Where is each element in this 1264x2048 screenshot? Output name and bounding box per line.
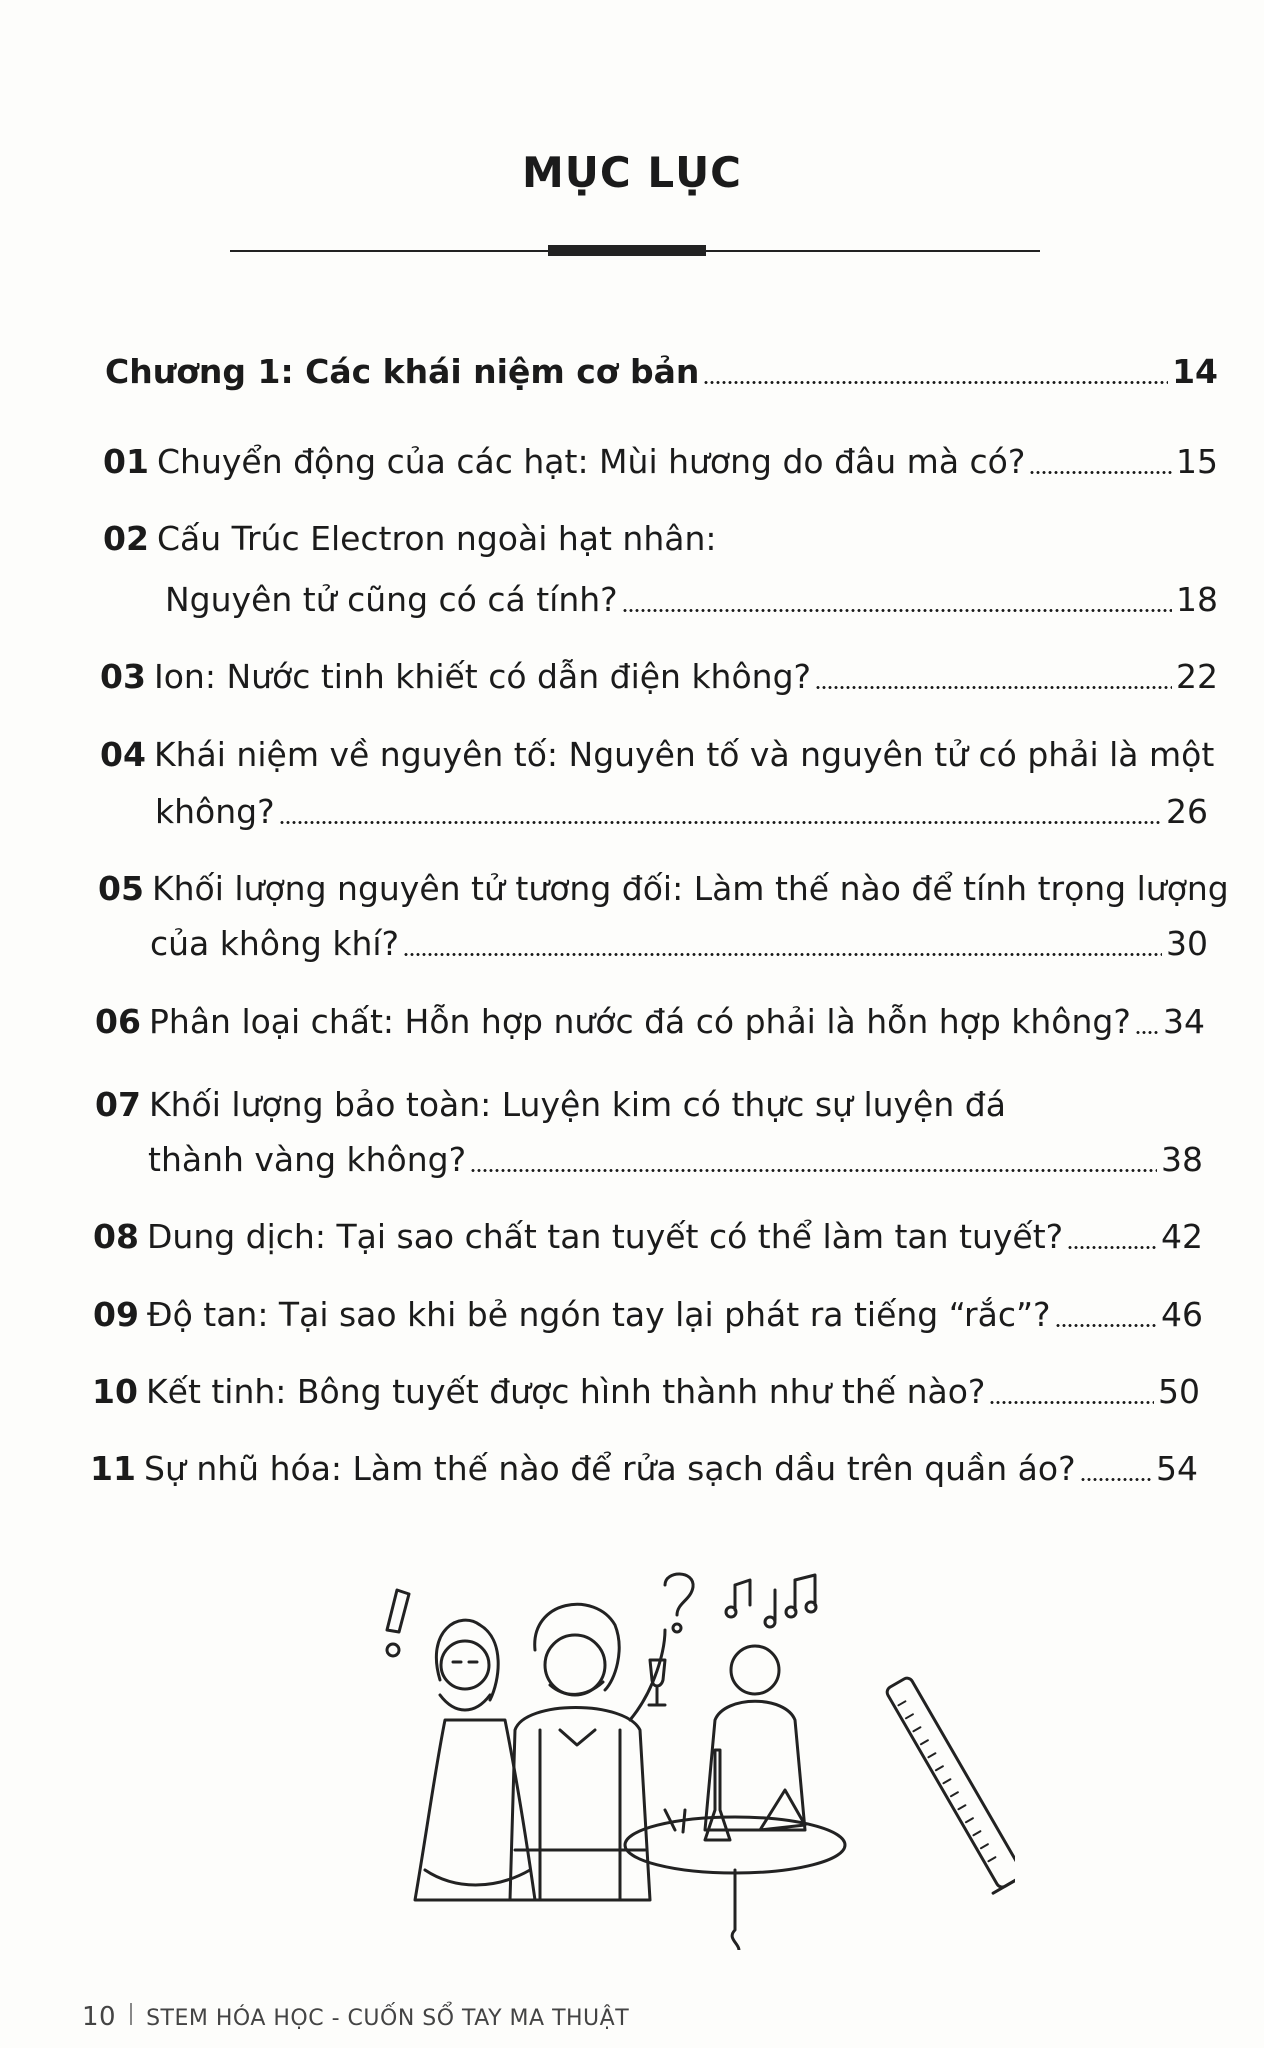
entry-number: 08 [93, 1217, 139, 1256]
cartoon-illustration [365, 1570, 1015, 1950]
toc-entry-02-cont [165, 578, 1218, 622]
table-with-bottle [625, 1750, 845, 1950]
entry-title-continued: thành vàng không? [148, 1140, 467, 1179]
entry-number: 06 [95, 1002, 141, 1041]
entry-number: 03 [100, 657, 146, 696]
entry-number: 07 [95, 1085, 141, 1124]
toc-entry-04 [100, 733, 1218, 777]
toc-entry-06 [95, 1000, 1205, 1044]
toc-chapter-row [105, 350, 1218, 394]
entry-title-continued: Nguyên tử cũng có cá tính? [165, 580, 618, 619]
entry-title: Độ tan: Tại sao khi bẻ ngón tay lại phát ra tiếng “rắc”? [147, 1295, 1051, 1334]
entry-page-number: 46 [1161, 1295, 1203, 1334]
leader-dots [1067, 1246, 1157, 1249]
entry-title: Phân loại chất: Hỗn hợp nước đá có phải là hỗn hợp không? [149, 1002, 1131, 1041]
graduated-cylinder-icon [878, 1672, 1015, 1893]
leader-dots [470, 1169, 1157, 1172]
entry-page-number: 15 [1176, 442, 1218, 481]
toc-entry-05 [98, 867, 1229, 911]
entry-title-continued: của không khí? [150, 924, 400, 963]
entry-page-number: 54 [1156, 1449, 1198, 1488]
entry-title: Ion: Nước tinh khiết có dẫn điện không? [154, 657, 812, 696]
entry-number: 09 [93, 1295, 139, 1334]
exclamation-icon [387, 1590, 409, 1632]
entry-title: Khối lượng nguyên tử tương đối: Làm thế nào để tính trọng lượng [152, 869, 1229, 908]
entry-page-number: 42 [1161, 1217, 1203, 1256]
leader-dots [989, 1401, 1154, 1404]
toc-entry-03 [100, 655, 1218, 699]
toc-entry-10 [92, 1370, 1200, 1414]
entry-title: Sự nhũ hóa: Làm thế nào để rửa sạch dầu trên quần áo? [144, 1449, 1076, 1488]
entry-page-number: 22 [1176, 657, 1218, 696]
music-notes-icon [726, 1575, 816, 1627]
toc-entry-05-cont [150, 922, 1208, 966]
entry-number: 10 [92, 1372, 138, 1411]
leader-dots [1080, 1478, 1152, 1481]
toc-entry-09 [93, 1293, 1203, 1337]
toc-entry-07-cont [148, 1138, 1203, 1182]
entry-number: 04 [100, 735, 146, 774]
toc-entry-02 [103, 517, 1218, 561]
leader-dots [403, 953, 1162, 956]
page-footer [82, 2002, 629, 2032]
entry-title: Khái niệm về nguyên tố: Nguyên tố và nguyên tử có phải là một [154, 735, 1215, 774]
leader-dots [1029, 471, 1172, 474]
leader-dots [1135, 1031, 1159, 1034]
entry-page-number: 18 [1176, 580, 1218, 619]
entry-number: 11 [90, 1449, 136, 1488]
entry-title: Khối lượng bảo toàn: Luyện kim có thực sự luyện đá [149, 1085, 1006, 1124]
entry-title: Cấu Trúc Electron ngoài hạt nhân: [157, 519, 717, 558]
page-title: MỤC LỤC [521, 148, 743, 197]
entry-title: Kết tinh: Bông tuyết được hình thành như thế nào? [146, 1372, 986, 1411]
leader-dots [1055, 1324, 1157, 1327]
entry-number: 02 [103, 519, 149, 558]
entry-title: Dung dịch: Tại sao chất tan tuyết có thể làm tan tuyết? [147, 1217, 1064, 1256]
entry-title: Chuyển động của các hạt: Mùi hương do đâu mà có? [157, 442, 1026, 481]
question-mark-icon [665, 1574, 693, 1615]
toc-entry-01 [103, 440, 1218, 484]
girl-figure [415, 1620, 535, 1900]
entry-title-continued: không? [155, 792, 275, 831]
toc-entry-11 [90, 1447, 1198, 1491]
entry-page-number: 26 [1166, 792, 1208, 831]
entry-page-number: 30 [1166, 924, 1208, 963]
entry-number: 05 [98, 869, 144, 908]
man-figure [510, 1604, 665, 1900]
title-divider [230, 242, 1040, 260]
leader-dots [703, 381, 1168, 384]
leader-dots [279, 821, 1162, 824]
chapter-page-number: 14 [1172, 352, 1218, 391]
footer-book-title: STEM HÓA HỌC - CUỐN SỔ TAY MA THUẬT [146, 2006, 630, 2031]
toc-entry-08 [93, 1215, 1203, 1259]
entry-page-number: 50 [1158, 1372, 1200, 1411]
chapter-title: Chương 1: Các khái niệm cơ bản [105, 352, 700, 391]
entry-page-number: 34 [1163, 1002, 1205, 1041]
footer-divider [130, 2003, 132, 2025]
entry-number: 01 [103, 442, 149, 481]
entry-page-number: 38 [1161, 1140, 1203, 1179]
leader-dots [622, 609, 1172, 612]
footer-page-number: 10 [82, 2002, 117, 2032]
leader-dots [815, 686, 1172, 689]
toc-entry-07 [95, 1083, 1205, 1127]
toc-entry-04-cont [155, 790, 1208, 834]
